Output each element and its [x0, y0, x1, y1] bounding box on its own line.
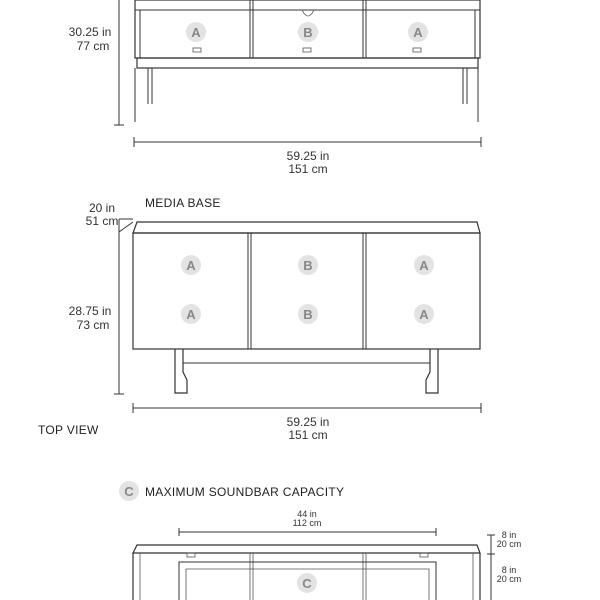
svg-text:A: A	[186, 307, 196, 322]
media-base-drawing	[69, 196, 481, 442]
svg-text:B: B	[303, 25, 313, 40]
top-unit-height-in: 30.25 in	[68, 25, 112, 39]
top-unit-width-cm: 151 cm	[288, 162, 328, 176]
media-base-left-leg	[175, 349, 187, 393]
svg-text:A: A	[191, 25, 201, 40]
top-unit-drawing	[69, 0, 481, 176]
top-unit-plinth	[137, 58, 478, 68]
svg-text:A: A	[419, 307, 429, 322]
media-base-top	[133, 222, 480, 233]
soundbar-title: MAXIMUM SOUNDBAR CAPACITY	[145, 485, 345, 499]
media-base-right-leg	[426, 349, 438, 393]
svg-text:B: B	[303, 258, 313, 273]
media-base-width-in: 59.25 in	[286, 415, 330, 429]
svg-text:A: A	[413, 25, 423, 40]
svg-text:B: B	[303, 307, 313, 322]
media-base-height-cm: 73 cm	[76, 318, 110, 332]
svg-text:C: C	[124, 484, 134, 499]
media-base-height-in: 28.75 in	[68, 304, 112, 318]
soundbar-side1-cm: 20 cm	[496, 539, 522, 549]
svg-text:A: A	[186, 258, 196, 273]
soundbar-side2-in: 8 in	[501, 565, 517, 575]
media-base-body	[133, 233, 480, 349]
soundbar-section	[119, 481, 521, 600]
media-base-depth-cm: 51 cm	[85, 214, 119, 228]
top-unit-height-cm: 77 cm	[76, 39, 110, 53]
soundbar-width-cm: 112 cm	[292, 518, 322, 528]
soundbar-width-in: 44 in	[297, 509, 317, 519]
soundbar-side1-in: 8 in	[501, 530, 517, 540]
svg-text:A: A	[419, 258, 429, 273]
top-unit-width-in: 59.25 in	[286, 149, 330, 163]
media-base-depth-in: 20 in	[88, 201, 116, 215]
soundbar-side2-cm: 20 cm	[496, 574, 522, 584]
top-view-title: TOP VIEW	[38, 423, 99, 437]
media-base-width-cm: 151 cm	[288, 428, 328, 442]
svg-text:C: C	[302, 576, 312, 591]
soundbar-cabinet-top	[133, 545, 480, 553]
media-base-title: MEDIA BASE	[145, 196, 221, 210]
